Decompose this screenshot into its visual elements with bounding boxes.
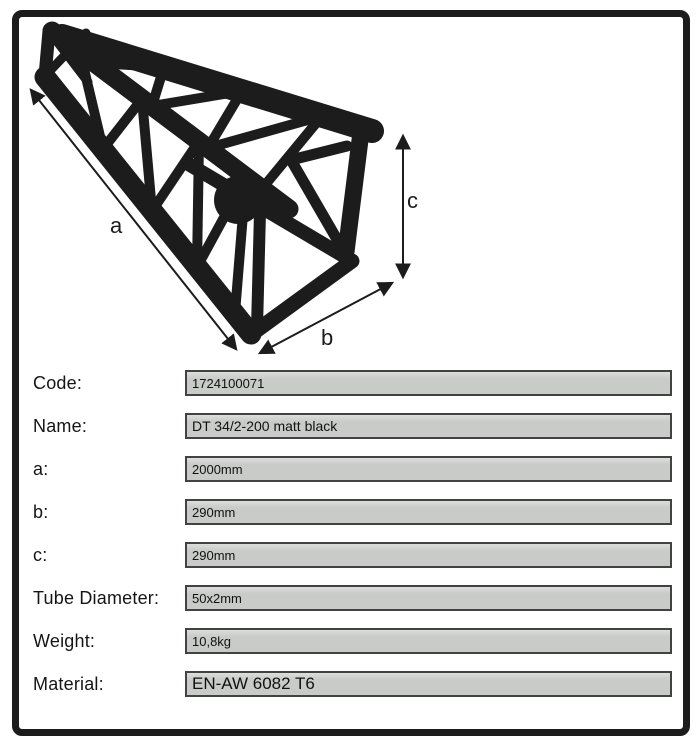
truss-connector-boss <box>214 176 262 224</box>
name-field[interactable]: DT 34/2-200 matt black <box>185 413 672 439</box>
weight-label: Weight: <box>33 630 96 651</box>
spec-row-name <box>33 413 672 439</box>
dimension-arrow-a <box>31 90 236 349</box>
spec-form <box>33 370 672 697</box>
spec-row-material <box>33 671 672 697</box>
spec-row-tube-diameter <box>33 585 672 611</box>
b-label: b: <box>33 501 49 522</box>
spec-row-a <box>33 456 672 482</box>
code-field[interactable]: 1724100071 <box>185 370 672 396</box>
c-label: c: <box>33 544 48 565</box>
dimension-label-b: b <box>321 325 334 350</box>
truss-illustration <box>0 0 460 365</box>
code-label: Code: <box>33 372 83 393</box>
material-field[interactable]: EN-AW 6082 T6 <box>185 671 672 697</box>
c-field[interactable]: 290mm <box>185 542 672 568</box>
spec-row-c <box>33 542 672 568</box>
a-label: a: <box>33 458 49 479</box>
tube-diameter-field[interactable]: 50x2mm <box>185 585 672 611</box>
b-field[interactable]: 290mm <box>185 499 672 525</box>
spec-row-code <box>33 370 672 396</box>
name-label: Name: <box>33 415 88 436</box>
tube-diameter-label: Tube Diameter: <box>33 587 160 608</box>
dimension-label-c: c <box>407 188 418 213</box>
a-field[interactable]: 2000mm <box>185 456 672 482</box>
material-label: Material: <box>33 673 104 694</box>
dimension-label-a: a <box>110 213 123 238</box>
spec-row-b <box>33 499 672 525</box>
weight-field[interactable]: 10,8kg <box>185 628 672 654</box>
spec-row-weight <box>33 628 672 654</box>
